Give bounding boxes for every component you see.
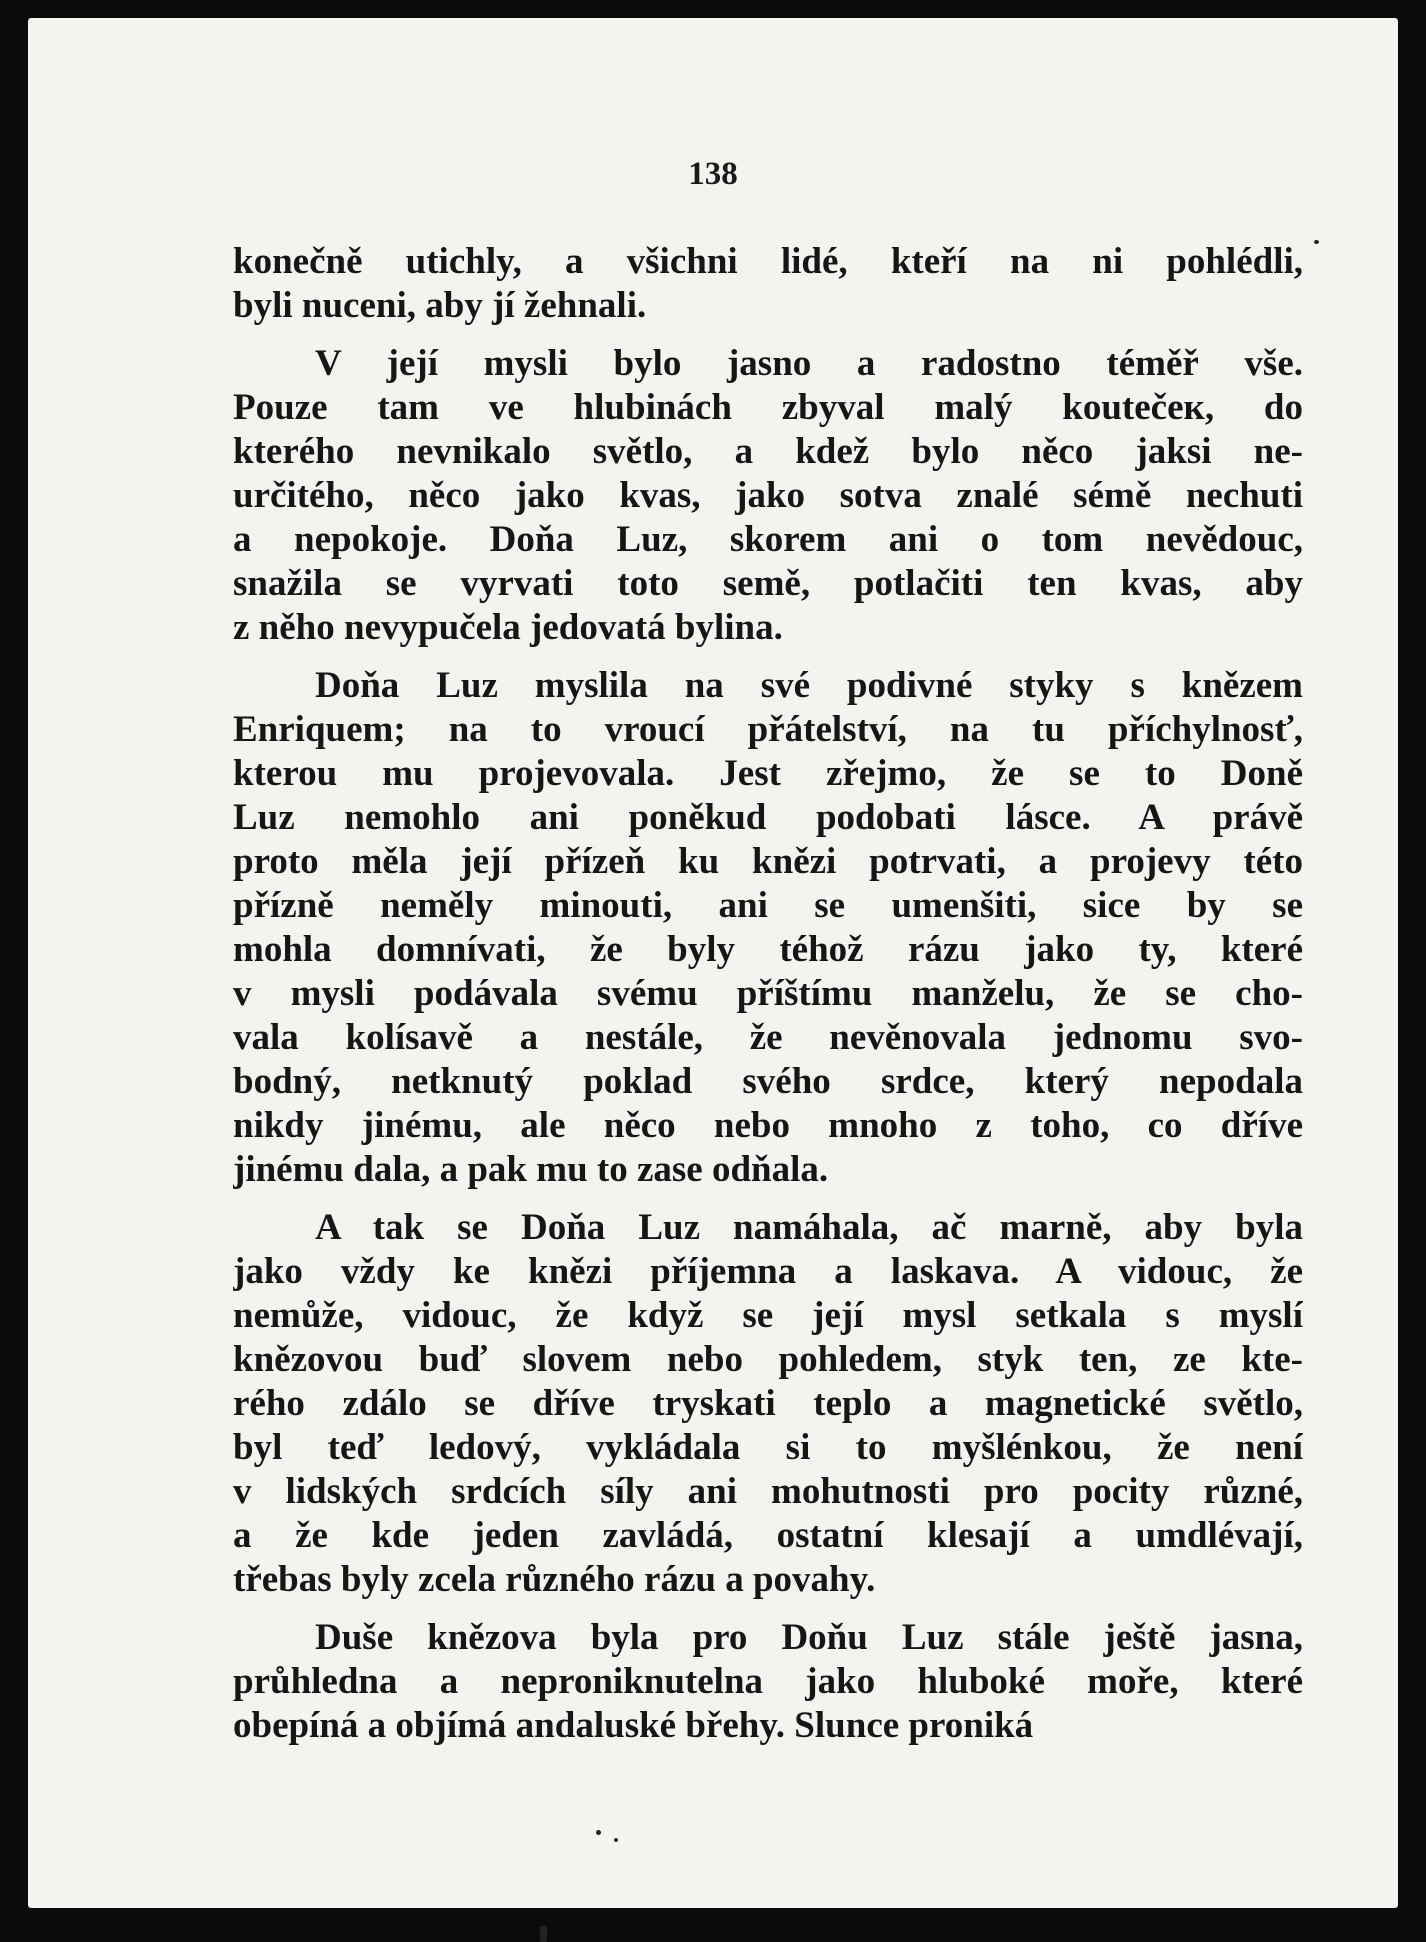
text-line: přízně neměly minouti, ani se umenšiti, sice by se	[233, 885, 1303, 926]
page-number: 138	[688, 156, 738, 192]
text-line: A tak se Doňa Luz namáhala, ač marně, aby byla	[315, 1207, 1303, 1248]
text-line: byli nuceni, aby jí žehnali.	[233, 285, 647, 326]
text-line: a nepokoje. Doňa Luz, skorem ani o tom nevědouc,	[233, 519, 1303, 560]
text-line: proto měla její přízeň ku knězi potrvati, a projevy této	[233, 841, 1303, 882]
text-line: V její mysli bylo jasno a radostno téměř vše.	[315, 343, 1303, 384]
scan-speck	[596, 1830, 601, 1835]
text-line: mohla domnívati, že byly téhož rázu jako ty, které	[233, 929, 1303, 970]
text-line: rého zdálo se dříve tryskati teplo a magnetické světlo,	[233, 1383, 1303, 1424]
text-line: konečně utichly, a všichni lidé, kteří na ni pohlédli,	[233, 241, 1303, 282]
text-line: Doňa Luz myslila na své podivné styky s knězem	[315, 665, 1303, 706]
text-line: obepíná a objímá andaluské břehy. Slunce proniká	[233, 1705, 1034, 1746]
paragraph	[233, 1616, 1303, 1748]
text-line: v lidských srdcích síly ani mohutnosti pro pocity různé,	[233, 1471, 1303, 1512]
body-text	[233, 240, 1303, 1748]
text-line: nemůže, vidouc, že když se její mysl setkala s myslí	[233, 1295, 1303, 1336]
paragraph	[233, 240, 1303, 328]
text-line: v mysli podávala svému příštímu manželu, že se cho-	[233, 973, 1303, 1014]
text-line: jinému dala, a pak mu to zase odňala.	[233, 1149, 829, 1190]
book-page	[28, 18, 1398, 1908]
text-line: Luz nemohlo ani poněkud podobati lásce. A právě	[233, 797, 1303, 838]
text-line: a že kde jeden zavládá, ostatní klesají a umdlévají,	[233, 1515, 1303, 1556]
text-line: třebas byly zcela různého rázu a povahy.	[233, 1559, 876, 1600]
text-line: průhledna a neproniknutelna jako hluboké moře, které	[233, 1661, 1303, 1702]
text-line: bodný, netknutý poklad svého srdce, který nepodala	[233, 1061, 1303, 1102]
text-line: byl teď ledový, vykládala si to myšlénkou, že není	[233, 1427, 1303, 1468]
text-line: knězovou buď slovem nebo pohledem, styk ten, ze kte-	[233, 1339, 1303, 1380]
text-line: Pouze tam ve hlubinách zbyval malý koutečeк, do	[233, 387, 1303, 428]
text-line: Duše knězova byla pro Doňu Luz stále ještě jasna,	[315, 1617, 1303, 1658]
text-line: Enriquem; na to vroucí přátelství, na tu příchylnosť,	[233, 709, 1303, 750]
text-line: určitého, něco jako kvas, jako sotva znalé sémě nechuti	[233, 475, 1303, 516]
text-line: z něho nevypučela jedovatá bylina.	[233, 607, 783, 648]
text-line: snažila se vyrvati toto semě, potlačiti ten kvas, aby	[233, 563, 1303, 604]
text-line: jako vždy ke knězi příjemna a laskava. A vidouc, že	[233, 1251, 1303, 1292]
text-line: vala kolísavě a nestále, že nevěnovala jednomu svo-	[233, 1017, 1303, 1058]
text-line: nikdy jinému, ale něco nebo mnoho z toho, co dříve	[233, 1105, 1303, 1146]
paragraph	[233, 1206, 1303, 1602]
paragraph	[233, 664, 1303, 1192]
scan-speck	[1314, 240, 1319, 244]
text-line: kterou mu projevovala. Jest zřejmo, že se to Doně	[233, 753, 1303, 794]
text-line: kterého nevnikalo světlo, a kdež bylo něco jaksi ne-	[233, 431, 1303, 472]
scan-speck	[614, 1838, 618, 1842]
scan-speck	[540, 1926, 547, 1942]
paragraph	[233, 342, 1303, 650]
